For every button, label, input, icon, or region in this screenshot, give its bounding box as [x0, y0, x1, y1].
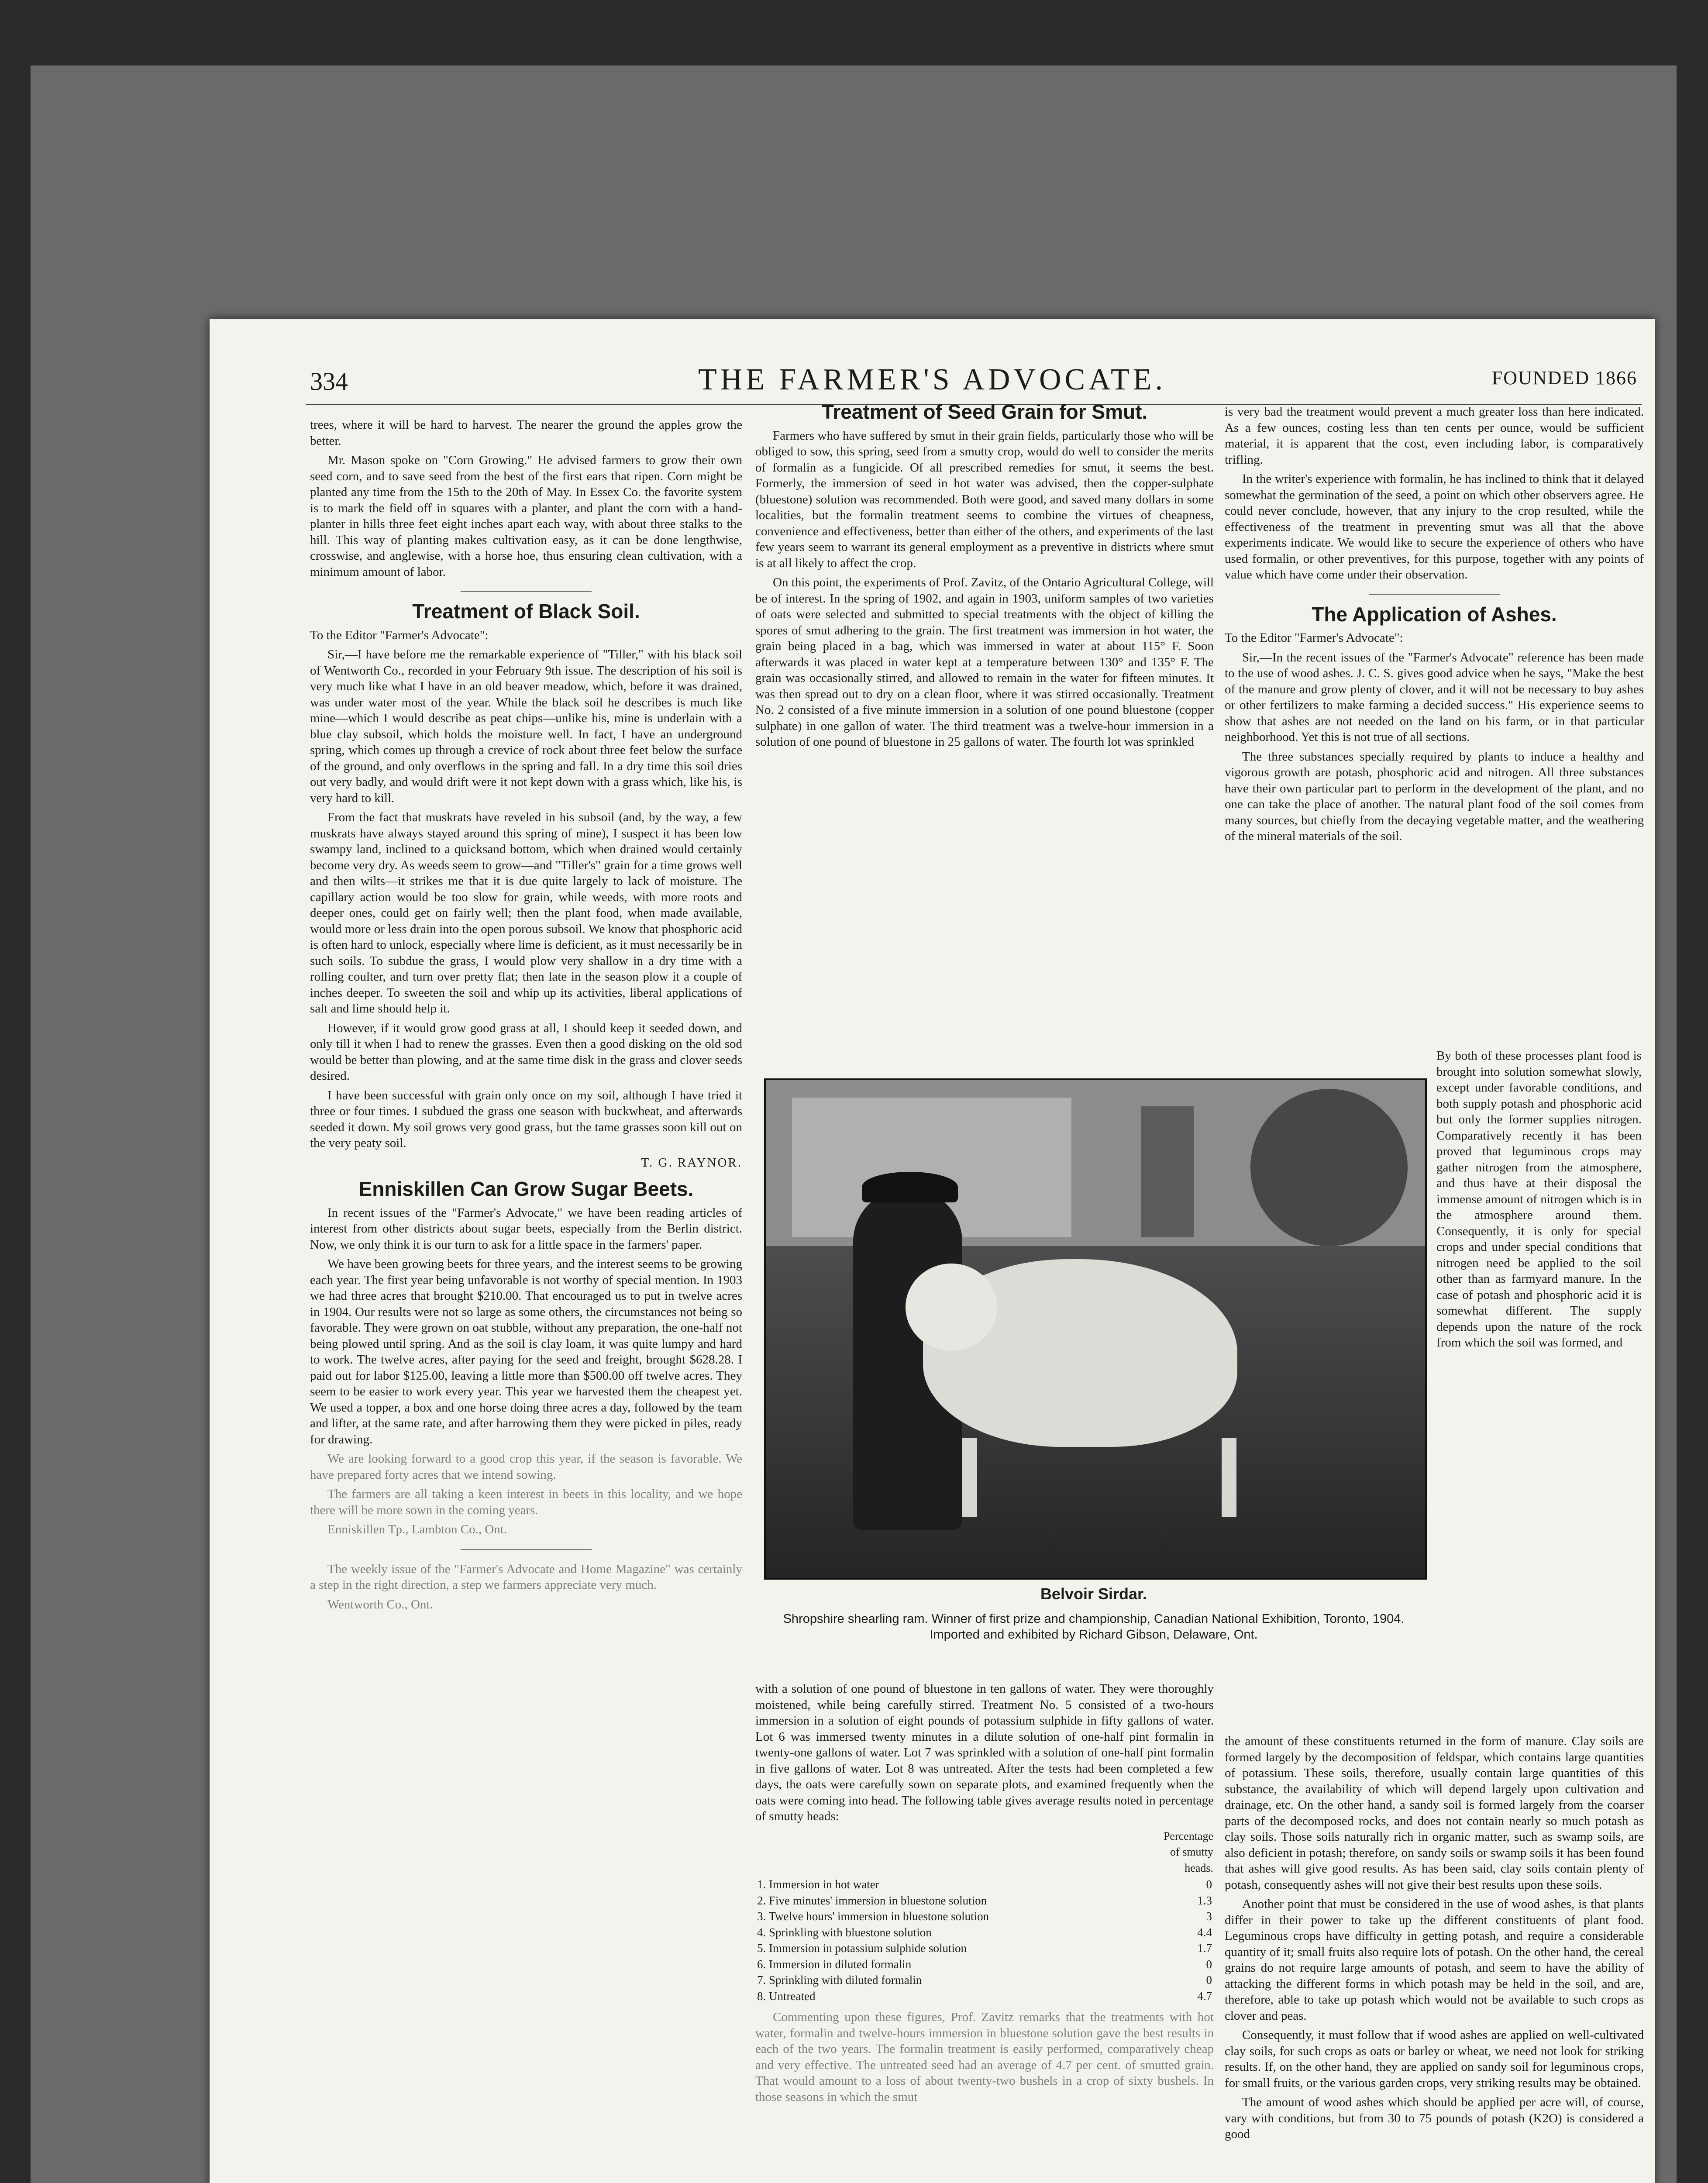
author-location: Wentworth Co., Ont.: [327, 1597, 433, 1611]
headline-application-of-ashes: The Application of Ashes.: [1312, 603, 1557, 626]
table-cell-value: 3: [1206, 1910, 1212, 1923]
article-paragraph: The weekly issue of the "Farmer's Advocate and Home Magazine" was certainly a step in the right direction, a step we farmers appreciate very much.: [310, 1562, 742, 1592]
column-right: [1225, 404, 1644, 848]
section-divider: [1369, 594, 1500, 595]
article-paragraph: On this point, the experiments of Prof. Zavitz, of the Ontario Agricultural College, will be of interest. In the spring of 1902, and again in 1903, uniform samples of two varieties of oats were selected and submitted to special treatments with the object of killing the spores of smut adhering to the grain. The first treatment was immersion in hot water, the grain being placed in a bag, which was immersed in water at about 115° F. Soon afterwards it was placed in water kept at a temperature between 130° and 135° F. The grain was occasionally stirred, and allowed to remain in the water for fifteen minutes. It was then spread out to dry on a clean floor, where it was stirred occasionally. Treatment No. 2 consisted of a five minute immersion in a solution of one pound bluestone (copper sulphate) in one gallon of water. The third treatment was a twelve-hour immersion in a solution of one pound of bluestone in 25 gallons of water. The fourth lot was sprinkled: [755, 575, 1214, 749]
table-header-row: [755, 1828, 1214, 1877]
photo-caption-title: Belvoir Sirdar.: [1040, 1585, 1147, 1603]
article-paragraph: The three substances specially required by plants to induce a healthy and vigorous growth are potash, phosphoric acid and nitrogen. All three substances have their own particular part to perform in the development of the plant, and no one can take the place of another. The natural plant food of the soil comes from many sources, but chiefly from the decaying vegetable matter, and the weathering of the mineral materials of the soil.: [1225, 749, 1644, 843]
column-right-narrow: [1436, 1048, 1642, 1351]
article-paragraph: the amount of these constituents returned in the form of manure. Clay soils are formed largely by the decomposition of feldspar, which contains large quantities of potassium. These soils, therefore, usually contain large quantities of this substance, the availability of which will depend largely upon cultivation and drainage, etc. On the other hand, a sandy soil is formed largely from the coarser parts of the decomposed rocks, and does not contain nearly so much potash as clay soils. Those soils naturally rich in organic matter, such as swamp soils, are also deficient in potash; therefore, on sandy soils or swamp soils it has been found that ashes will give good results. As has been said, clay soils contain plenty of potash, consequently ashes will not give their best results upon these soils.: [1225, 1734, 1644, 1892]
ram-photograph: [764, 1078, 1427, 1580]
article-paragraph: Sir,—I have before me the remarkable experience of "Tiller," with his black soil of Wentworth Co., recorded in your February 9th issue. The description of his soil is very much like what I have in an old beaver meadow, which, before it was drained, was under water most of the year. While the black soil he describes is much like mine—which I would describe as peat chips—unlike his, mine is underlain with a blue clay subsoil, which holds the moisture well. In fact, I have an underground spring, which comes up through a crevice of rock about three feet below the surface of the ground, and only overflows in the spring and fall. In a dry time this soil dries out very badly, and would drift were it not kept down with a grass which, like his, is very hard to kill.: [310, 647, 742, 805]
column-right-lower: [1225, 1733, 1644, 2146]
article-paragraph: In the writer's experience with formalin, he has inclined to think that it delayed somewhat the germination of the seed, a point on which other observers agree. He could never conclude, however, that any injury to the crop resulted, while the effectiveness of the treatment in preventing smut was all that the above experiments indicate. We would like to secure the experience of others who have used formalin, or other preventives, for this purpose, together with any points of value which have come under their observation.: [1225, 472, 1644, 582]
article-paragraph: trees, where it will be hard to harvest. The nearer the ground the apples grow the better.: [310, 418, 742, 448]
table-row: [755, 1940, 1214, 1956]
table-cell-value: 4.4: [1197, 1925, 1212, 1939]
article-paragraph: We are looking forward to a good crop this year, if the season is favorable. We have prepared forty acres that we intend sowing.: [310, 1452, 742, 1482]
table-row: [755, 1893, 1214, 1909]
article-paragraph: Mr. Mason spoke on "Corn Growing." He advised farmers to grow their own seed corn, and to save seed from the best of the first ears that ripen. Corn might be planted any time from the 15th to the 20th of May. In Essex Co. the favorite system is to mark the field off in squares with a planter, and plant the corn with a hand-planter in hills three feet eight inches apart each way, with about three stalks to the hill. This way of planting makes cultivation easy, as it can be done lengthwise, crosswise, and anglewise, with a horse hoe, thus ensuring clean cultivation, with a minimum amount of labor.: [310, 453, 742, 579]
article-paragraph: with a solution of one pound of bluestone in ten gallons of water. They were thoroughly moistened, while being carefully stirred. Treatment No. 5 consisted of a two-hours immersion in a solution of eight pounds of potassium sulphide in fifty gallons of water. Lot 6 was immersed twenty minutes in a dilute solution of one-half pint formalin in twenty-one gallons of water. Lot 7 was sprinkled with a solution of one-half pint formalin in five gallons of water. Lot 8 was untreated. After the tests had been completed a few days, the oats were carefully sown on separate plots, and examined frequently when the oats were coming into head. The following table gives average results noted in percentage of smutty heads:: [755, 1682, 1214, 1823]
column-middle: [755, 400, 1214, 754]
table-cell-label: 3. Twelve hours' immersion in bluestone solution: [757, 1910, 989, 1923]
headline-black-soil: Treatment of Black Soil.: [412, 600, 640, 623]
table-cell-value: 0: [1206, 1878, 1212, 1891]
table-cell-value: 0: [1206, 1973, 1212, 1987]
table-cell-value: 1.3: [1197, 1894, 1212, 1907]
table-cell-label: 4. Sprinkling with bluestone solution: [757, 1925, 932, 1939]
page-number: 334: [310, 367, 348, 396]
article-paragraph: The farmers are all taking a keen interest in beets in this locality, and we hope there will be more sown in the coming years.: [310, 1487, 742, 1517]
smut-results-table: [755, 1828, 1214, 2004]
table-row: [755, 1908, 1214, 1925]
section-divider: [461, 591, 592, 592]
page-header: [210, 319, 1655, 367]
photo-sheep-legs: [962, 1438, 1236, 1517]
author-signature: T. G. RAYNOR.: [641, 1155, 742, 1170]
article-paragraph: By both of these processes plant food is brought into solution somewhat slowly, except under favorable conditions, and both supply potash and phosphoric acid but only the former supplies nitrogen. Comparatively recently it has been proved that leguminous crops may gather nitrogen from the atmosphere, and thus have at their disposal the immense amount of nitrogen which is in the atmosphere around them. Consequently, it is only for special crops and under special conditions that nitrogen need be applied to the soil other than as farmyard manure. In the case of potash and phosphoric acid it is somewhat different. The supply depends upon the nature of the rock from which the soil was formed, and: [1436, 1049, 1642, 1350]
author-location: Enniskillen Tp., Lambton Co., Ont.: [327, 1522, 507, 1536]
photo-sheep-head: [906, 1264, 997, 1351]
article-paragraph: In recent issues of the "Farmer's Advocate," we have been reading articles of interest from other districts about sugar beets, especially from the Berlin district. Now, we only think it is our turn to ask for a little space in the farmers' paper.: [310, 1205, 742, 1252]
photo-caption: Shropshire shearling ram. Winner of first prize and championship, Canadian National Exhibition, Toronto, 1904. Imported and exhibited by Richard Gibson, Delaware, Ont.: [783, 1612, 1405, 1642]
headline-seed-grain-smut: Treatment of Seed Grain for Smut.: [821, 400, 1148, 423]
table-cell-label: 5. Immersion in potassium sulphide solution: [757, 1942, 967, 1955]
editor-salutation: To the Editor "Farmer's Advocate":: [310, 628, 489, 642]
masthead-title: THE FARMER'S ADVOCATE.: [698, 363, 1167, 396]
table-cell-label: 2. Five minutes' immersion in bluestone solution: [757, 1894, 987, 1907]
table-cell-label: 1. Immersion in hot water: [757, 1878, 879, 1891]
column-left: [310, 417, 742, 1616]
headline-sugar-beets: Enniskillen Can Grow Sugar Beets.: [358, 1178, 694, 1200]
article-paragraph: Farmers who have suffered by smut in their grain fields, particularly those who will be obliged to sow, this spring, seed from a smutty crop, would do well to consider the merits of formalin as a fungicide. Of all prescribed remedies for smut, it seems the best. Formerly, the immersion of seed in hot water was advised, then the copper-sulphate (bluestone) solution was recommended. Both were good, and saved many dollars in some localities, but the formalin treatment seems to combine the virtues of cheapness, convenience and effectiveness, better than either of the others, and experiments of the last few years seem to warrant its general employment as a preventive in districts where smut is at all likely to affect the crop.: [755, 428, 1214, 570]
editor-salutation: To the Editor "Farmer's Advocate":: [1225, 631, 1403, 645]
scan-border-right: [1677, 0, 1708, 2183]
scan-border-top: [0, 0, 1708, 65]
table-row: [755, 1877, 1214, 1893]
table-cell-value: 1.7: [1197, 1942, 1212, 1955]
table-row: [755, 1925, 1214, 1941]
photo-handler-hat: [862, 1172, 958, 1202]
article-paragraph: Consequently, it must follow that if wood ashes are applied on well-cultivated clay soils, for such crops as oats or barley or wheat, we need not look for striking results. If, on the other hand, they are applied on sandy soil for leguminous crops, for small fruits, or the various garden crops, very striking results may be obtained.: [1225, 2028, 1644, 2090]
founded-note: FOUNDED 1866: [1491, 367, 1637, 389]
article-paragraph: Sir,—In the recent issues of the "Farmer's Advocate" reference has been made to the use of wood ashes. J. C. S. gives good advice when he says, "Make the best of the manure and grow plenty of clover, and it will not be necessary to buy ashes or other fertilizers to make farming a decided success." His experience seems to show that ashes are not needed on the land on his farm, or in that particular neighborhood. Yet this is not true of all sections.: [1225, 650, 1644, 744]
article-paragraph: We have been growing beets for three years, and the interest seems to be growing each year. The first year being unfavorable is not worthy of special mention. In 1903 we had three acres that brought $210.00. That encouraged us to put in twelve acres in 1904. Our results were not so large as some others, the circumstances not being so favorable. They were grown on oat stubble, without any preparation, the one-half not being plowed until spring. And as the soil is clay loam, it was quite lumpy and hard to work. The twelve acres, after paying for the seed and freight, brought $628.28. I paid out for labor $125.00, leaving a little more than $500.00 off twelve acres. They seem to be easier to work every year. This year we harvested them the cheapest yet. We used a topper, a box and one horse doing three acres a day, followed by the team and lifter, at the same rate, and after harrowing them they were picked in piles, ready for drawing.: [310, 1257, 742, 1446]
table-row: [755, 1972, 1214, 1988]
article-paragraph: Commenting upon these figures, Prof. Zavitz remarks that the treatments with hot water, formalin and twelve-hours immersion in bluestone solution gave the best results in each of the two years. The formalin treatment is easily performed, comparatively cheap and very effective. The untreated seed had an average of 4.7 per cent. of smutted grain. That would amount to a loss of about twenty-two bushels in a crop of sixty bushels. In those seasons in which the smut: [755, 2010, 1214, 2104]
scan-border-left: [0, 0, 31, 2183]
article-paragraph: is very bad the treatment would prevent a much greater loss than here indicated. As a few ounces, costing less than ten cents per ounce, would be sufficient material, it is apparent that the cost, even including labor, is comparatively trifling.: [1225, 405, 1644, 467]
table-row: [755, 1988, 1214, 2004]
table-cell-label: 6. Immersion in diluted formalin: [757, 1957, 912, 1971]
table-row: [755, 1956, 1214, 1973]
section-divider: [461, 1549, 592, 1550]
article-paragraph: However, if it would grow good grass at all, I should keep it seeded down, and only till it when I had to renew the grasses. Even then a good disking on the old sod would be better than plowing, and at the same time disk in the grass and clover seeds desired.: [310, 1021, 742, 1083]
table-cell-value: 4.7: [1197, 1989, 1212, 2003]
photo-tree: [1250, 1089, 1408, 1246]
table-cell-label: 7. Sprinkling with diluted formalin: [757, 1973, 922, 1987]
column-middle-lower: [755, 1681, 1214, 2108]
article-paragraph: I have been successful with grain only once on my soil, although I have tried it three or four times. I subdued the grass one season with buckwheat, and afterwards seeded it down. My soil grows very good grass, but the tame grasses soon kill out on the very peaty soil.: [310, 1088, 742, 1150]
table-cell-label: 8. Untreated: [757, 1989, 816, 2003]
article-paragraph: The amount of wood ashes which should be applied per acre will, of course, vary with conditions, but from 30 to 75 pounds of potash (K2O) is considered a good: [1225, 2095, 1644, 2141]
article-paragraph: From the fact that muskrats have reveled in his subsoil (and, by the way, a few muskrats have always stayed around this spring of mine), I suspect it has been low swampy land, inclined to a quicksand bottom, which when drained would certainly become very dry. As weeds seem to grow—and "Tiller's" grain for a time grows well and then wilts—it strikes me that it is due quite largely to lack of moisture. The capillary action would be too slow for grain, while weeds, with more roots and deeper ones, could get on fairly well; then the plant food, when made available, would more or less drain into the open porous subsoil. We know that phosphoric acid is often hard to unlock, especially where lime is deficient, as it must necessarily be in such soils. To subdue the grass, I would plow very shallow in a dry time with a rolling coulter, and turn over pretty flat; then late in the season plow it a couple of inches deeper. To sweeten the soil and whip up its activities, liberal applications of salt and lime should help it.: [310, 810, 742, 1016]
table-column-header: Percentage of smutty heads.: [1163, 1829, 1213, 1874]
photo-doorway: [1141, 1106, 1194, 1237]
table-cell-value: 0: [1206, 1957, 1212, 1971]
article-paragraph: Another point that must be considered in the use of wood ashes, is that plants differ in their power to take up the different constituents of plant food. Leguminous crops have difficulty in getting potash, and require a considerable quantity of it; small fruits also require lots of potash. On the other hand, the cereal grains do not require large amounts of potash, and seem to have the ability of attacking the different forms in which potash may be held in the soil, and are, therefore, able to take up potash which would not be available to such crops as clover and peas.: [1225, 1897, 1644, 2023]
